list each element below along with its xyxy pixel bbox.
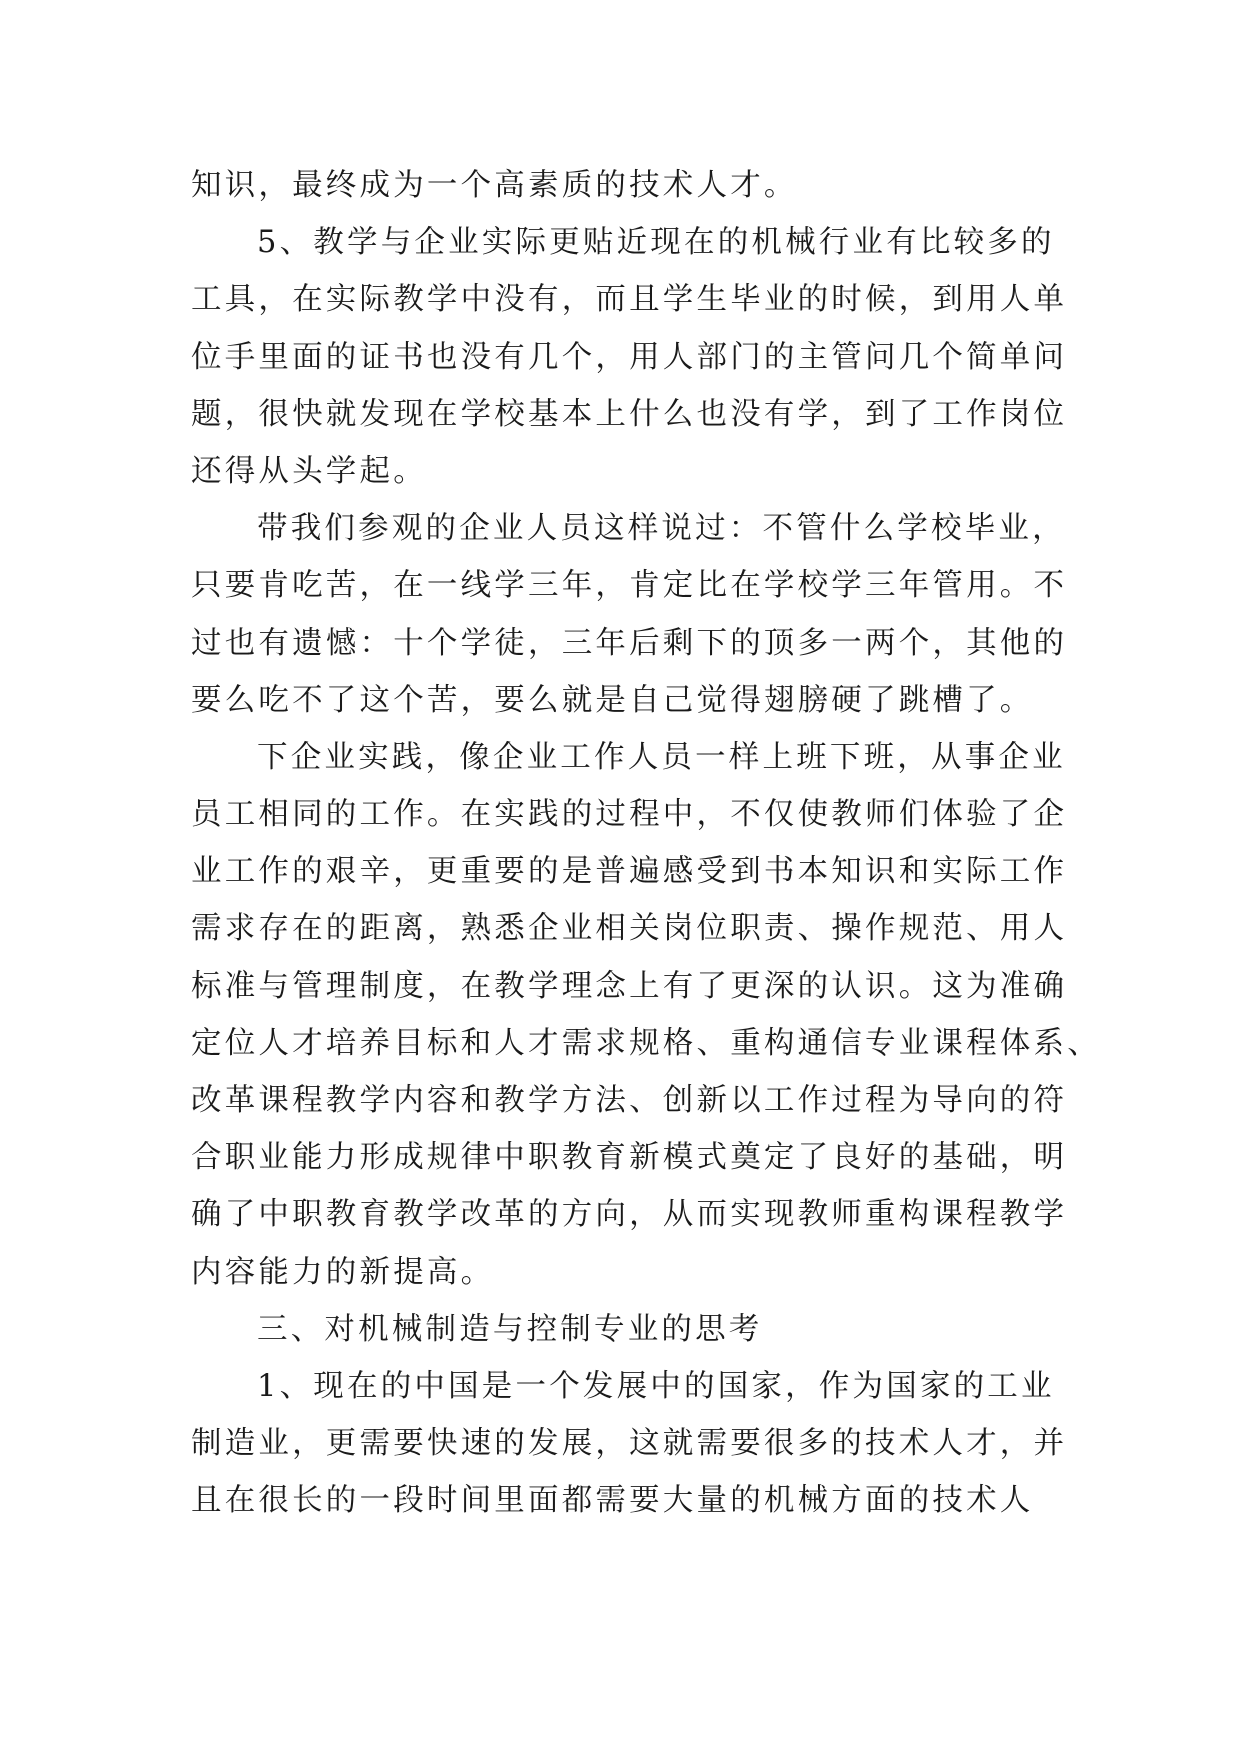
text-line: 带我们参观的企业人员这样说过：不管什么学校毕业， (257, 511, 1066, 547)
text-line: 且在很长的一段时间里面都需要大量的机械方面的技术人 (191, 1483, 1034, 1519)
text-line: 确了中职教育教学改革的方向，从而实现教师重构课程教学 (191, 1197, 1068, 1233)
text-line: 过也有遗憾：十个学徒，三年后剩下的顶多一两个，其他的 (191, 625, 1068, 661)
text-line: 合职业能力形成规律中职教育新模式奠定了良好的基础，明 (191, 1140, 1068, 1176)
section-heading: 三、对机械制造与控制专业的思考 (257, 1311, 763, 1347)
text-line: 工具，在实际教学中没有，而且学生毕业的时候，到用人单 (191, 282, 1068, 318)
text-line: 还得从头学起。 (191, 453, 427, 489)
document-body (191, 157, 1101, 1530)
text-line: 只要肯吃苦，在一线学三年，肯定比在学校学三年管用。不 (191, 568, 1068, 604)
text-line: 员工相同的工作。在实践的过程中，不仅使教师们体验了企 (191, 797, 1068, 833)
text-line: 题，很快就发现在学校基本上什么也没有学，到了工作岗位 (191, 396, 1068, 432)
text-line: 知识，最终成为一个高素质的技术人才。 (191, 168, 798, 203)
text-line: 标准与管理制度，在教学理念上有了更深的认识。这为准确 (191, 968, 1068, 1004)
text-line: 5、教学与企业实际更贴近现在的机械行业有比较多的 (257, 225, 1055, 261)
text-line: 1、现在的中国是一个发展中的国家，作为国家的工业 (257, 1368, 1055, 1404)
text-line: 定位人才培养目标和人才需求规格、重构通信专业课程体系、 (191, 1025, 1101, 1061)
text-line: 业工作的艰辛，更重要的是普遍感受到书本知识和实际工作 (191, 854, 1068, 890)
text-line: 要么吃不了这个苦，要么就是自己觉得翅膀硬了跳槽了。 (191, 682, 1034, 718)
text-line: 位手里面的证书也没有几个，用人部门的主管问几个简单问 (191, 339, 1068, 375)
text-line: 改革课程教学内容和教学方法、创新以工作过程为导向的符 (191, 1083, 1068, 1118)
text-line: 下企业实践，像企业工作人员一样上班下班，从事企业 (257, 739, 1066, 775)
text-line: 内容能力的新提高。 (191, 1254, 495, 1290)
text-line: 需求存在的距离，熟悉企业相关岗位职责、操作规范、用人 (191, 911, 1068, 947)
text-line: 制造业，更需要快速的发展，这就需要很多的技术人才，并 (191, 1426, 1068, 1462)
